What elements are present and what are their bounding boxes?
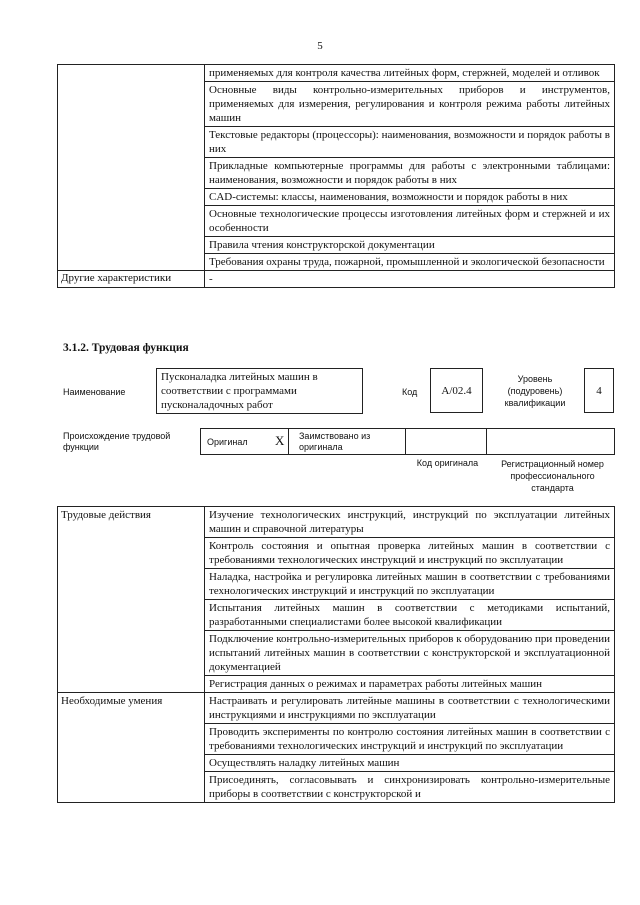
knowledge-label-cell [58, 65, 205, 271]
labor-action-item: Регистрация данных о режимах и параметрах работы литейных машин [205, 676, 615, 693]
skill-item: Осуществлять наладку литейных машин [205, 755, 615, 772]
knowledge-row: Основные виды контрольно-измерительных приборов и инструментов, применяемых для измерения, регулирования и контроля режима работы литейных машин [205, 82, 615, 127]
other-characteristics-value: - [205, 271, 615, 288]
knowledge-row: Текстовые редакторы (процессоры): наименования, возможности и порядок работы в них [205, 127, 615, 158]
borrowed-label: Заимствовано из оригинала [299, 431, 371, 452]
function-name-box [156, 368, 363, 414]
labor-action-item: Испытания литейных машин в соответствии с методиками испытаний, разработанными специалистами более высокой квалификации [205, 600, 615, 631]
section-title: 3.1.2. Трудовая функция [63, 342, 189, 354]
borrowed-cell [288, 428, 406, 455]
name-label: Наименование [63, 387, 126, 397]
skill-item: Проводить эксперименты по контролю состояния литейных машин в соответствии с требованиями технологических инструкций и инструкций по эксплуатации [205, 724, 615, 755]
labor-action-item: Наладка, настройка и регулировка литейных машин в соответствии с требованиями технологических инструкций и инструкций по эксплуатации [205, 569, 615, 600]
skill-item: Настраивать и регулировать литейные машины в соответствии с технологическими инструкциями и инструкциями по эксплуатации [205, 693, 615, 724]
labor-action-item: Контроль состояния и опытная проверка литейных машин в соответствии с требованиями технологических инструкций и инструкций по эксплуатации [205, 538, 615, 569]
level-label: Уровень (подуровень) квалификации [504, 374, 566, 408]
knowledge-row: CAD-системы: классы, наименования, возможности и порядок работы в них [205, 189, 615, 206]
labor-function-table [57, 506, 615, 803]
labor-action-item: Подключение контрольно-измерительных приборов к оборудованию при проведении испытаний литейных машин в соответствии с конструкторской и эксплуатационной документацией [205, 631, 615, 676]
page-number: 5 [317, 40, 323, 52]
knowledge-row: Правила чтения конструкторской документации [205, 237, 615, 254]
knowledge-row: Основные технологические процессы изготовления литейных форм и стержней и их особенности [205, 206, 615, 237]
code-label: Код [402, 387, 418, 397]
code-box [430, 368, 483, 413]
knowledge-table [57, 64, 615, 288]
required-skills-label: Необходимые умения [58, 693, 205, 803]
original-cell [200, 428, 289, 455]
code-value: А/02.4 [441, 385, 472, 397]
level-value: 4 [596, 385, 602, 397]
labor-actions-label: Трудовые действия [58, 507, 205, 693]
labor-action-item: Изучение технологических инструкций, инструкций по эксплуатации литейных машин и справочной литературы [205, 507, 615, 538]
other-characteristics-label: Другие характеристики [58, 271, 205, 288]
original-label: Оригинал [207, 437, 248, 447]
function-name-value: Пусконаладка литейных машин в соответствии с программами пусконаладочных работ [161, 371, 318, 411]
original-mark: X [275, 433, 285, 448]
knowledge-row: Прикладные компьютерные программы для работы с электронными таблицами: наименования, возможности и порядок работы в них [205, 158, 615, 189]
knowledge-row: применяемых для контроля качества литейных форм, стержней, моделей и отливок [205, 65, 615, 82]
reg-number-cell [486, 428, 615, 455]
original-code-caption: Код оригинала [416, 458, 479, 468]
original-code-cell [405, 428, 487, 455]
origin-label: Происхождение трудовой функции [63, 431, 171, 452]
level-box [584, 368, 614, 413]
skill-item: Присоединять, согласовывать и синхронизировать контрольно-измерительные приборы в соответствии с конструкторской и [205, 772, 615, 803]
knowledge-row: Требования охраны труда, пожарной, промышленной и экологической безопасности [205, 254, 615, 271]
reg-number-caption: Регистрационный номер профессионального стандарта [501, 459, 604, 493]
